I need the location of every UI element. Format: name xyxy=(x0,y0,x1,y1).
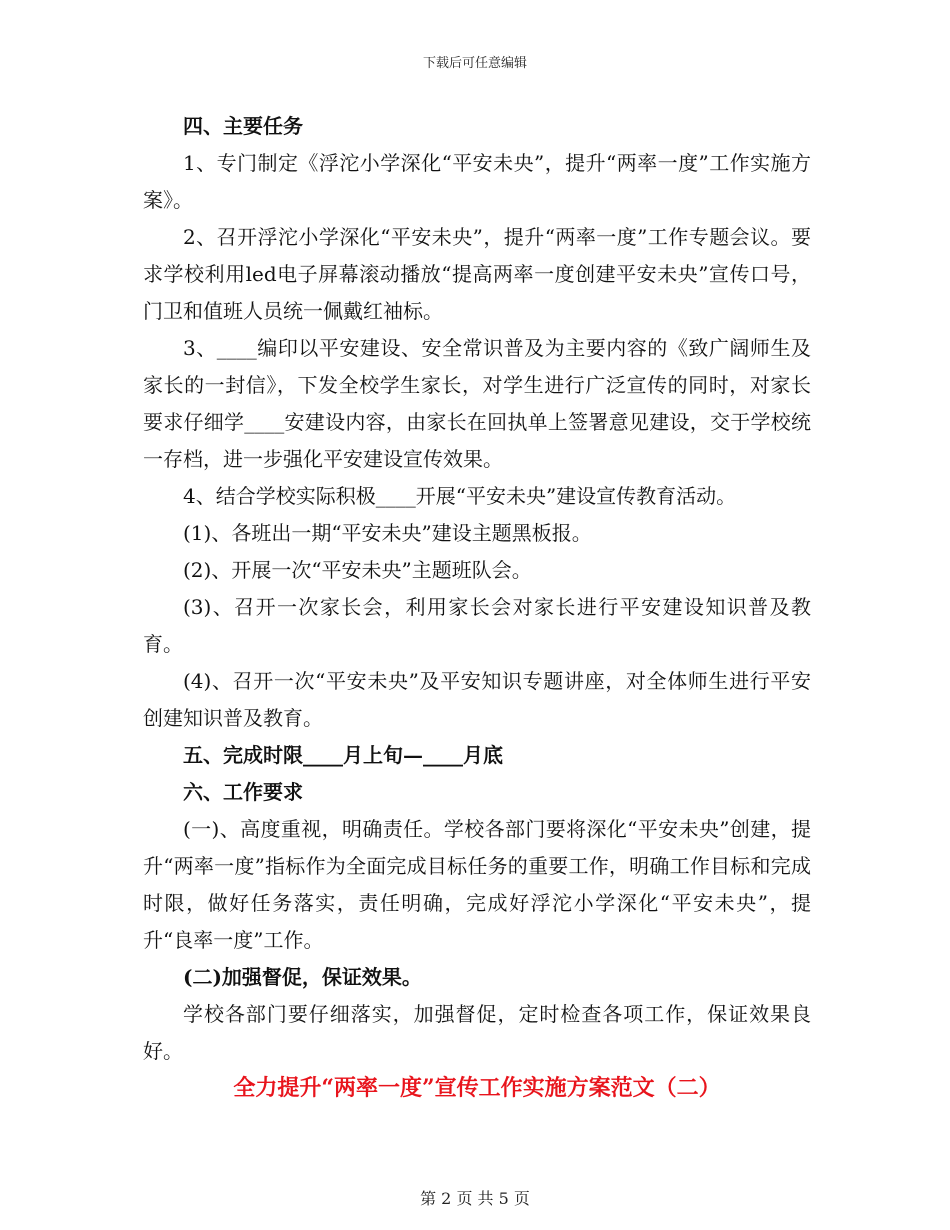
sub-item-3: (3)、召开一次家长会，利用家长会对家长进行平安建设知识普及教育。 xyxy=(143,595,811,656)
section-heading-5: 五、完成时限____月上旬—____月底 xyxy=(183,743,503,767)
sub-item-1: (1)、各班出一期“平安未央”建设主题黑板报。 xyxy=(183,521,592,545)
requirement-2-body: 学校各部门要仔细落实，加强督促，定时检查各项工作，保证效果良好。 xyxy=(143,1002,811,1063)
document-body xyxy=(143,108,811,1107)
section-heading-6: 六、工作要求 xyxy=(183,780,303,804)
sub-item-4: (4)、召开一次“平安未央”及平安知识专题讲座，对全体师生进行平安创建知识普及教育。 xyxy=(143,669,811,730)
task-item-1: 1、专门制定《浮沱小学深化“平安未央”，提升“两率一度”工作实施方案》。 xyxy=(143,151,811,212)
sub-item-2: (2)、开展一次“平安未央”主题班队会。 xyxy=(183,558,532,582)
requirement-1: (一)、高度重视，明确责任。学校各部门要将深化“平安未央”创建，提升“两率一度”指标作为全面完成目标任务的重要工作，明确工作目标和完成时限，做好任务落实，责任明确，完成好浮沱小学深化“平安未央”，提升“良率一度”工作。 xyxy=(143,817,811,952)
next-section-title: 全力提升“两率一度”宣传工作实施方案范文（二） xyxy=(233,1075,721,1101)
task-item-2: 2、召开浮沱小学深化“平安未央”，提升“两率一度”工作专题会议。要求学校利用led电子屏幕滚动播放“提高两率一度创建平安未央”宣传口号，门卫和值班人员统一佩戴红袖标。 xyxy=(143,225,811,323)
task-item-3: 3、____编印以平安建设、安全常识普及为主要内容的《致广阔师生及家长的一封信》，下发全校学生家长，对学生进行广泛宣传的同时，对家长要求仔细学____安建设内容，由家长在回执单上签署意见建设，交于学校统一存档，进一步强化平安建设宣传效果。 xyxy=(143,336,811,471)
section-heading-4: 四、主要任务 xyxy=(183,114,303,138)
requirement-2-heading: (二)加强督促，保证效果。 xyxy=(183,965,422,989)
page-footer: 第 2 页 共 5 页 xyxy=(420,1189,530,1208)
page-header: 下载后可任意编辑 xyxy=(422,56,527,71)
task-item-4: 4、结合学校实际积极____开展“平安未央”建设宣传教育活动。 xyxy=(183,484,737,508)
